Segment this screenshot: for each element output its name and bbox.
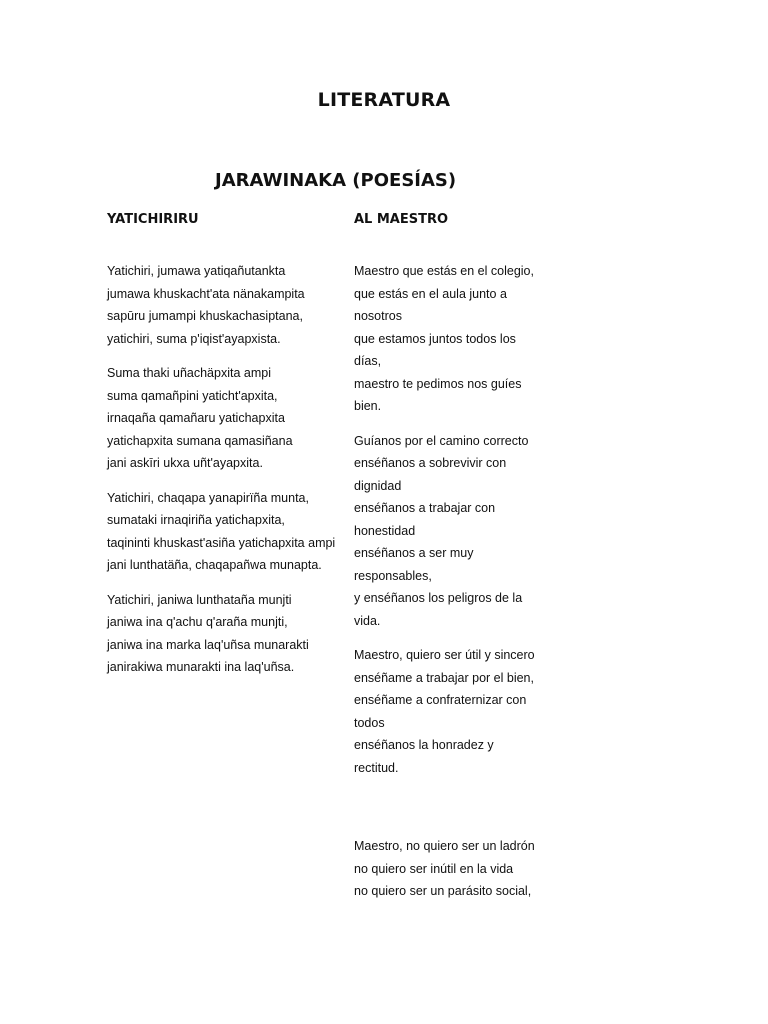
poem-line: sumataki irnaqiriña yatichapxita, [107,513,285,527]
poem-line: días, [354,354,382,368]
poem-line: enséñanos a ser muy [354,546,474,560]
poem-line: dignidad [354,478,402,493]
left-poem-title: YATICHIRIRU [107,212,199,227]
left-poem [107,210,342,691]
poem-line: maestro te pedimos nos guíes [354,376,522,391]
stanza [107,362,342,475]
poem-line: jumawa khuskacht'ata nänakampita [107,286,305,301]
poem-line: y enséñanos los peligros de la [354,591,523,605]
poem-line: que estamos juntos todos los [354,331,516,346]
right-poem-title: AL MAESTRO [354,212,449,227]
poem-line: enséñanos a sobrevivir con [354,456,507,470]
poem-line: yatichapxita sumana qamasiñana [107,433,293,448]
poem-line: Yatichiri, janiwa lunthataña munjti [107,592,292,607]
poem-line: bien. [354,399,382,413]
poem-line: suma qamañpini yaticht'apxita, [107,388,278,403]
poem-line: Guíanos por el camino correcto [354,433,529,448]
poem-line: Maestro, quiero ser útil y sincero [354,648,535,662]
poem-line: enséñanos la honradez y [354,738,494,752]
poem-line: responsables, [354,568,432,583]
poem-line: jani askīri ukxa uñt'ayapxita. [107,456,263,470]
poem-line: irnaqaña qamañaru yatichapxita [107,411,285,425]
poem-line: Yatichiri, jumawa yatiqañutankta [107,264,286,278]
right-poem [354,210,544,915]
poem-line: janiwa ina q'achu q'araña munjti, [107,615,288,629]
poem-line: yatichiri, suma p'iqist'ayapxista. [107,331,281,346]
poem-line: enséñame a confraternizar con [354,693,527,707]
poem-line: sapūru jumampi khuskachasiptana, [107,309,303,323]
stanza [354,644,544,779]
poem-line: que estás en el aula junto a [354,286,507,301]
poem-line: janiwa ina marka laq'uñsa munarakti [107,637,309,652]
stanza [107,589,342,679]
poem-line: Maestro, no quiero ser un ladrón [354,839,535,853]
stanza [354,835,544,903]
poem-line: nosotros [354,309,402,323]
poem-line: Maestro que estás en el colegio, [354,264,534,278]
poem-line: vida. [354,613,381,628]
poem-line: janirakiwa munarakti ina laq'uñsa. [107,660,295,674]
poem-line: honestidad [354,523,416,538]
stanza-spacer [354,791,544,835]
stanza [107,260,342,350]
section-title: JARAWINAKA (POESÍAS) [215,170,457,191]
poem-line: Suma thaki uñachäpxita ampi [107,366,271,380]
poem-line: enséñame a trabajar por el bien, [354,670,534,685]
stanza [354,260,544,418]
poem-line: todos [354,715,385,730]
poem-line: no quiero ser un parásito social, [354,884,532,898]
poem-line: enséñanos a trabajar con [354,501,496,515]
poem-line: jani lunthatäña, chaqapañwa munapta. [107,558,322,572]
poem-line: no quiero ser inútil en la vida [354,861,514,876]
poem-line: taqininti khuskast'asiña yatichapxita ampi [107,535,336,550]
stanza [107,487,342,577]
page-title: LITERATURA [317,89,451,111]
stanza [354,430,544,633]
poem-line: Yatichiri, chaqapa yanapirïña munta, [107,490,309,505]
poem-line: rectitud. [354,760,399,775]
